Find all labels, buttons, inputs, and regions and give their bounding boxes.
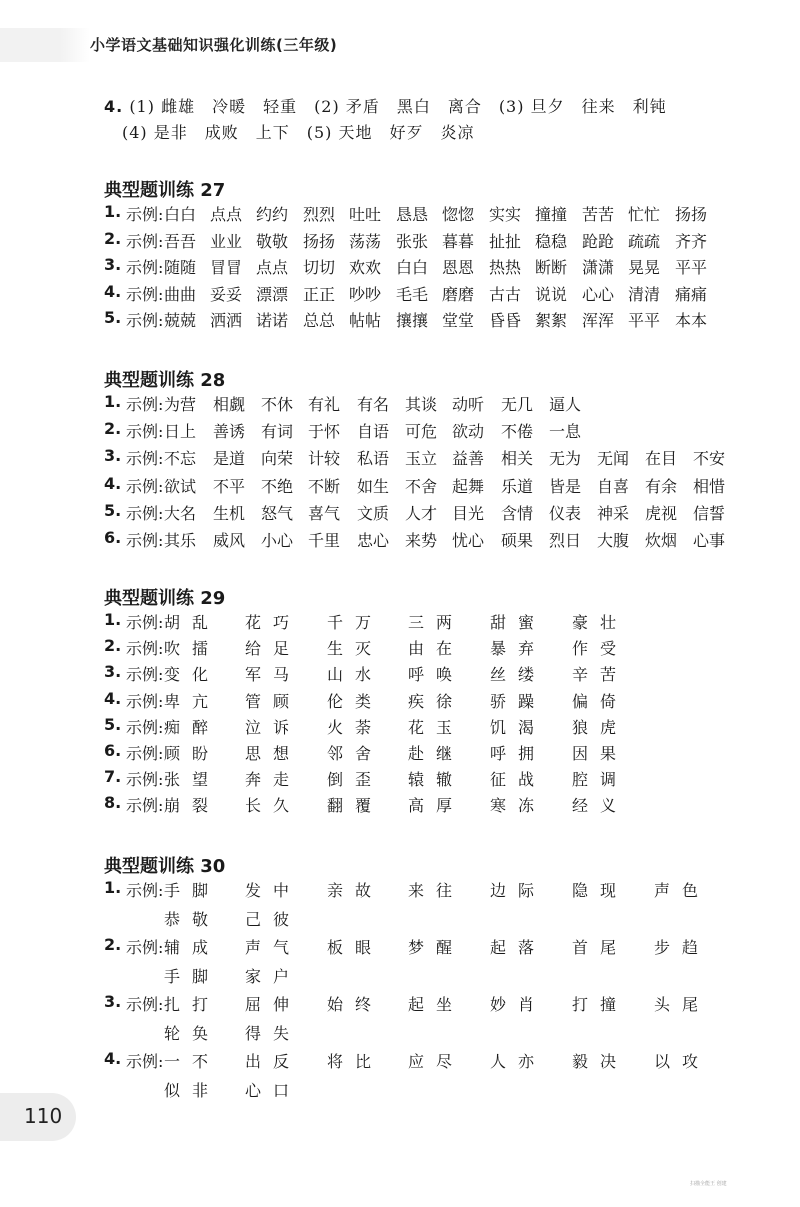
answer-cell: 轮奂 xyxy=(164,1023,221,1043)
answer-row xyxy=(104,255,744,279)
answer-cell: 倒歪 xyxy=(327,770,384,790)
row-prefix: 示例: xyxy=(126,422,164,442)
answer-cell: 思想 xyxy=(245,744,302,763)
running-header-title: 小学语文基础知识强化训练(三年级) xyxy=(90,36,338,54)
item-4-text-2: (4) 是非 成败 上下 (5) 天地 好歹 炎凉 xyxy=(122,123,475,142)
answer-cell: 无为 xyxy=(549,449,582,469)
row-prefix: 示例: xyxy=(126,881,164,900)
answer-cell: 辛苦 xyxy=(572,665,629,685)
row-prefix: 示例: xyxy=(126,995,164,1014)
answer-cell: 磨磨 xyxy=(442,284,475,304)
answer-row xyxy=(104,935,744,959)
answer-cell: 喜气 xyxy=(308,503,341,523)
answer-cell: 吐吐 xyxy=(349,205,382,224)
answer-row xyxy=(104,474,744,498)
answer-cell: 浑浑 xyxy=(582,311,615,330)
answer-cell: 忙忙 xyxy=(628,205,661,224)
answer-cell: 稳稳 xyxy=(535,231,568,251)
answer-cell: 点点 xyxy=(210,205,243,224)
row-number: 4. xyxy=(104,281,122,301)
answer-cell: 为营 xyxy=(164,395,197,414)
answer-row xyxy=(104,767,744,791)
answer-row xyxy=(104,308,744,332)
answer-cell: 硕果 xyxy=(501,531,534,550)
row-prefix: 示例: xyxy=(126,503,164,523)
answer-row xyxy=(104,1021,744,1045)
answer-cell: 梦醒 xyxy=(408,938,465,957)
answer-cell: 呼唤 xyxy=(408,665,465,685)
answer-cell: 自喜 xyxy=(597,476,630,496)
answer-cell: 屈伸 xyxy=(245,995,302,1014)
answer-cell: 崩裂 xyxy=(164,796,221,816)
answer-cell: 仪表 xyxy=(549,503,582,523)
answer-cell: 首尾 xyxy=(572,938,629,957)
answer-cell: 玉立 xyxy=(405,449,438,469)
answer-cell: 翻覆 xyxy=(327,796,384,816)
answer-cell: 含情 xyxy=(501,503,534,523)
answer-cell: 暴弃 xyxy=(490,639,547,659)
answer-cell: 经义 xyxy=(572,796,629,816)
answer-cell: 洒洒 xyxy=(210,311,243,330)
answer-cell: 家户 xyxy=(245,966,302,986)
answer-cell: 张张 xyxy=(396,231,429,251)
row-number: 5. xyxy=(104,714,122,734)
answer-cell: 偏倚 xyxy=(572,691,629,711)
answer-cell: 本本 xyxy=(675,311,708,330)
answer-row xyxy=(104,992,744,1016)
answer-cell: 如生 xyxy=(357,476,390,496)
answer-cell: 益善 xyxy=(452,449,485,469)
answer-cell: 小心 xyxy=(261,531,294,550)
answer-row xyxy=(104,392,744,416)
answer-cell: 妙肖 xyxy=(490,995,547,1014)
answer-cell: 心事 xyxy=(693,531,726,550)
row-prefix: 示例: xyxy=(126,1052,164,1071)
row-number: 5. xyxy=(104,500,122,520)
answer-cell: 邻舍 xyxy=(327,744,384,763)
answer-cell: 心口 xyxy=(245,1080,302,1100)
item-4-line-2 xyxy=(122,120,475,143)
answer-cell: 总总 xyxy=(303,311,336,330)
answer-cell: 昏昏 xyxy=(489,311,522,330)
answer-cell: 寒冻 xyxy=(490,796,547,816)
answer-cell: 骄躁 xyxy=(490,691,547,711)
answer-cell: 恳恳 xyxy=(396,205,429,224)
answer-row xyxy=(104,878,744,902)
answer-row xyxy=(104,1078,744,1102)
answer-cell: 板眼 xyxy=(327,938,384,957)
row-prefix: 示例: xyxy=(126,205,164,224)
answer-cell: 手脚 xyxy=(164,966,221,986)
answer-cell: 疏疏 xyxy=(628,231,661,251)
answer-cell: 自语 xyxy=(357,422,390,442)
answer-cell: 起落 xyxy=(490,938,547,957)
answer-cell: 怒气 xyxy=(261,503,294,523)
row-number: 3. xyxy=(104,662,122,682)
answer-cell: 实实 xyxy=(489,205,522,224)
answer-cell: 痛痛 xyxy=(675,284,708,304)
answer-cell: 潇潇 xyxy=(582,258,615,277)
answer-cell: 来势 xyxy=(405,531,438,550)
row-number: 4. xyxy=(104,473,122,493)
answer-cell: 荡荡 xyxy=(349,231,382,251)
answer-cell: 赴继 xyxy=(408,744,465,763)
answer-cell: 变化 xyxy=(164,665,221,685)
row-number: 2. xyxy=(104,935,122,954)
answer-cell: 泣诉 xyxy=(245,717,302,737)
answer-cell: 切切 xyxy=(303,258,336,277)
row-number: 1. xyxy=(104,610,122,629)
answer-cell: 断断 xyxy=(535,258,568,277)
row-number: 6. xyxy=(104,528,122,547)
answer-cell: 可危 xyxy=(405,422,438,442)
answer-cell: 大名 xyxy=(164,503,197,523)
row-prefix: 示例: xyxy=(126,691,164,711)
answer-cell: 随随 xyxy=(164,258,197,277)
answer-cell: 军马 xyxy=(245,665,302,685)
answer-cell: 烈日 xyxy=(549,531,582,550)
answer-cell: 一不 xyxy=(164,1052,221,1071)
answer-row xyxy=(104,229,744,253)
answer-cell: 目光 xyxy=(452,503,485,523)
answer-cell: 饥渴 xyxy=(490,717,547,737)
answer-cell: 毅决 xyxy=(572,1052,629,1071)
answer-cell: 不平 xyxy=(213,476,246,496)
row-number: 5. xyxy=(104,308,122,327)
item-4-line-1 xyxy=(104,94,667,117)
row-prefix: 示例: xyxy=(126,284,164,304)
row-prefix: 示例: xyxy=(126,796,164,816)
row-number: 4. xyxy=(104,1049,122,1068)
answer-cell: 计较 xyxy=(308,449,341,469)
answer-cell: 不绝 xyxy=(261,476,294,496)
answer-cell: 其乐 xyxy=(164,531,197,550)
answer-cell: 逼人 xyxy=(549,395,582,414)
answer-cell: 不断 xyxy=(308,476,341,496)
answer-cell: 有礼 xyxy=(308,395,341,414)
answer-cell: 威风 xyxy=(213,531,246,550)
answer-cell: 千里 xyxy=(308,531,341,550)
section-title: 典型题训练 27 xyxy=(104,180,226,201)
answer-cell: 欲试 xyxy=(164,476,197,496)
answer-cell: 在目 xyxy=(645,449,678,469)
answer-cell: 丝缕 xyxy=(490,665,547,685)
answer-cell: 发中 xyxy=(245,881,302,900)
answer-cell: 扬扬 xyxy=(675,205,708,224)
answer-cell: 帖帖 xyxy=(349,311,382,330)
answer-cell: 长久 xyxy=(245,796,302,816)
row-prefix: 示例: xyxy=(126,744,164,763)
answer-cell: 说说 xyxy=(535,284,568,304)
row-prefix: 示例: xyxy=(126,449,164,469)
answer-cell: 有余 xyxy=(645,476,678,496)
row-prefix: 示例: xyxy=(126,311,164,330)
row-number: 3. xyxy=(104,255,122,274)
answer-cell: 吾吾 xyxy=(164,231,197,251)
answer-cell: 向荣 xyxy=(261,449,294,469)
section-title: 典型题训练 29 xyxy=(104,588,226,609)
answer-cell: 有词 xyxy=(261,422,294,442)
answer-cell: 冒冒 xyxy=(210,258,243,277)
answer-cell: 大腹 xyxy=(597,531,630,550)
answer-cell: 亲故 xyxy=(327,881,384,900)
row-number: 8. xyxy=(104,793,122,813)
answer-cell: 齐齐 xyxy=(675,231,708,251)
answer-cell: 一息 xyxy=(549,422,582,442)
answer-cell: 扎打 xyxy=(164,995,221,1014)
answer-cell: 絮絮 xyxy=(535,311,568,330)
row-prefix: 示例: xyxy=(126,770,164,790)
answer-cell: 不休 xyxy=(261,395,294,414)
answer-row xyxy=(104,446,744,470)
answer-cell: 花巧 xyxy=(245,613,302,632)
row-prefix: 示例: xyxy=(126,258,164,277)
answer-cell: 白白 xyxy=(396,258,429,277)
answer-cell: 皆是 xyxy=(549,476,582,496)
scanner-watermark: 扫描全能王 创建 xyxy=(690,1181,727,1187)
answer-cell: 不倦 xyxy=(501,422,534,442)
answer-cell: 平平 xyxy=(628,311,661,330)
row-prefix: 示例: xyxy=(126,938,164,957)
row-number: 2. xyxy=(104,636,122,656)
answer-row xyxy=(104,282,744,306)
answer-cell: 人才 xyxy=(405,503,438,523)
answer-cell: 似非 xyxy=(164,1080,221,1100)
answer-cell: 惚惚 xyxy=(442,205,475,224)
answer-cell: 甜蜜 xyxy=(490,613,547,632)
answer-cell: 欲动 xyxy=(452,422,485,442)
answer-cell: 日上 xyxy=(164,422,197,442)
answer-cell: 由在 xyxy=(408,639,465,659)
row-prefix: 示例: xyxy=(126,717,164,737)
answer-cell: 卑亢 xyxy=(164,691,221,711)
answer-cell: 辅成 xyxy=(164,938,221,957)
answer-cell: 撞撞 xyxy=(535,205,568,224)
answer-cell: 步趋 xyxy=(654,938,711,957)
answer-cell: 辕辙 xyxy=(408,770,465,790)
row-prefix: 示例: xyxy=(126,531,164,550)
answer-cell: 作受 xyxy=(572,639,629,659)
answer-cell: 苦苦 xyxy=(582,205,615,224)
answer-cell: 伦类 xyxy=(327,691,384,711)
answer-cell: 约约 xyxy=(256,205,289,224)
row-number: 7. xyxy=(104,767,122,787)
answer-cell: 心心 xyxy=(582,284,615,304)
answer-cell: 跄跄 xyxy=(582,231,615,251)
answer-cell: 始终 xyxy=(327,995,384,1014)
answer-cell: 管顾 xyxy=(245,691,302,711)
answer-row xyxy=(104,528,744,552)
answer-cell: 热热 xyxy=(489,258,522,277)
row-prefix: 示例: xyxy=(126,395,164,414)
answer-cell: 暮暮 xyxy=(442,231,475,251)
answer-cell: 打撞 xyxy=(572,995,629,1014)
answer-cell: 三两 xyxy=(408,613,465,632)
answer-cell: 吹擂 xyxy=(164,639,221,659)
answer-cell: 晃晃 xyxy=(628,258,661,277)
answer-cell: 清清 xyxy=(628,284,661,304)
answer-cell: 头尾 xyxy=(654,995,711,1014)
answer-cell: 腔调 xyxy=(572,770,629,790)
answer-cell: 漂漂 xyxy=(256,284,289,304)
answer-cell: 虎视 xyxy=(645,503,678,523)
row-number: 6. xyxy=(104,741,122,760)
row-prefix: 示例: xyxy=(126,613,164,632)
row-prefix: 示例: xyxy=(126,639,164,659)
answer-cell: 动听 xyxy=(452,395,485,414)
answer-cell: 毛毛 xyxy=(396,284,429,304)
answer-cell: 烈烈 xyxy=(303,205,336,224)
answer-cell: 不忘 xyxy=(164,449,197,469)
answer-cell: 敬敬 xyxy=(256,231,289,251)
answer-row xyxy=(104,662,744,686)
answer-cell: 正正 xyxy=(303,284,336,304)
section-title: 典型题训练 28 xyxy=(104,370,226,391)
answer-cell: 忧心 xyxy=(452,531,485,550)
answer-row xyxy=(104,501,744,525)
answer-cell: 于怀 xyxy=(308,422,341,442)
answer-cell: 不舍 xyxy=(405,476,438,496)
answer-cell: 恭敬 xyxy=(164,909,221,929)
answer-cell: 张望 xyxy=(164,770,221,790)
answer-cell: 攘攘 xyxy=(396,311,429,330)
answer-cell: 边际 xyxy=(490,881,547,900)
answer-cell: 得失 xyxy=(245,1023,302,1043)
answer-cell: 花玉 xyxy=(408,717,465,737)
answer-cell: 诺诺 xyxy=(256,311,289,330)
answer-cell: 是道 xyxy=(213,449,246,469)
answer-cell: 应尽 xyxy=(408,1052,465,1071)
answer-row xyxy=(104,964,744,988)
row-prefix: 示例: xyxy=(126,665,164,685)
answer-cell: 私语 xyxy=(357,449,390,469)
answer-cell: 其谈 xyxy=(405,395,438,414)
row-prefix: 示例: xyxy=(126,476,164,496)
answer-cell: 呼拥 xyxy=(490,744,547,763)
answer-row xyxy=(104,715,744,739)
answer-cell: 山水 xyxy=(327,665,384,685)
item-4-text-1: (1) 雌雄 冷暖 轻重 (2) 矛盾 黑白 离合 (3) 旦夕 往来 利钝 xyxy=(129,97,667,116)
answer-cell: 妥妥 xyxy=(210,284,243,304)
answer-cell: 文质 xyxy=(357,503,390,523)
answer-cell: 有名 xyxy=(357,395,390,414)
answer-cell: 来往 xyxy=(408,881,465,900)
answer-cell: 奔走 xyxy=(245,770,302,790)
answer-cell: 扯扯 xyxy=(489,231,522,251)
answer-row xyxy=(104,202,744,226)
answer-row xyxy=(104,689,744,713)
answer-cell: 手脚 xyxy=(164,881,221,900)
answer-cell: 善诱 xyxy=(213,422,246,442)
section-title: 典型题训练 30 xyxy=(104,856,226,877)
answer-cell: 豪壮 xyxy=(572,613,629,632)
answer-cell: 欢欢 xyxy=(349,258,382,277)
answer-cell: 神采 xyxy=(597,503,630,523)
answer-cell: 生灭 xyxy=(327,639,384,659)
answer-cell: 相关 xyxy=(501,449,534,469)
row-number: 1. xyxy=(104,878,122,897)
item-4-number: 4. xyxy=(104,97,124,116)
answer-cell: 胡乱 xyxy=(164,613,221,632)
answer-cell: 曲曲 xyxy=(164,284,197,304)
row-number: 1. xyxy=(104,202,122,221)
answer-row xyxy=(104,419,744,443)
answer-row xyxy=(104,793,744,817)
answer-cell: 兢兢 xyxy=(164,311,197,330)
answer-cell: 己彼 xyxy=(245,909,302,929)
answer-cell: 白白 xyxy=(164,205,197,224)
answer-cell: 声气 xyxy=(245,938,302,957)
answer-cell: 千万 xyxy=(327,613,384,632)
answer-cell: 吵吵 xyxy=(349,284,382,304)
answer-cell: 扬扬 xyxy=(303,231,336,251)
answer-row xyxy=(104,636,744,660)
answer-cell: 征战 xyxy=(490,770,547,790)
answer-cell: 相惜 xyxy=(693,476,726,496)
answer-cell: 隐现 xyxy=(572,881,629,900)
answer-cell: 信誓 xyxy=(693,503,726,523)
answer-cell: 堂堂 xyxy=(442,311,475,330)
answer-cell: 狼虎 xyxy=(572,717,629,737)
answer-row xyxy=(104,741,744,765)
answer-cell: 恩恩 xyxy=(442,258,475,277)
answer-cell: 生机 xyxy=(213,503,246,523)
answer-cell: 疾徐 xyxy=(408,691,465,711)
answer-cell: 高厚 xyxy=(408,796,465,816)
answer-cell: 无几 xyxy=(501,395,534,414)
answer-cell: 不安 xyxy=(693,449,726,469)
answer-cell: 给足 xyxy=(245,639,302,659)
answer-cell: 乐道 xyxy=(501,476,534,496)
answer-cell: 人亦 xyxy=(490,1052,547,1071)
row-number: 4. xyxy=(104,688,122,708)
answer-cell: 古古 xyxy=(489,284,522,304)
answer-row xyxy=(104,1049,744,1073)
answer-cell: 将比 xyxy=(327,1052,384,1071)
answer-row xyxy=(104,610,744,634)
answer-cell: 无闻 xyxy=(597,449,630,469)
row-number: 3. xyxy=(104,446,122,466)
answer-cell: 因果 xyxy=(572,744,629,763)
answer-row xyxy=(104,907,744,931)
answer-cell: 业业 xyxy=(210,231,243,251)
answer-cell: 出反 xyxy=(245,1052,302,1071)
answer-cell: 痴醉 xyxy=(164,717,221,737)
answer-cell: 起舞 xyxy=(452,476,485,496)
page-number: 110 xyxy=(24,1104,63,1128)
answer-cell: 平平 xyxy=(675,258,708,277)
answer-cell: 起坐 xyxy=(408,995,465,1014)
row-number: 2. xyxy=(104,419,122,439)
answer-cell: 相觑 xyxy=(213,395,246,414)
answer-cell: 火荼 xyxy=(327,717,384,737)
answer-cell: 忠心 xyxy=(357,531,390,550)
answer-cell: 顾盼 xyxy=(164,744,221,763)
row-number: 3. xyxy=(104,992,122,1011)
row-prefix: 示例: xyxy=(126,231,164,251)
answer-cell: 点点 xyxy=(256,258,289,277)
answer-cell: 声色 xyxy=(654,881,711,900)
answer-cell: 以攻 xyxy=(654,1052,711,1071)
answer-cell: 炊烟 xyxy=(645,531,678,550)
row-number: 1. xyxy=(104,392,122,411)
row-number: 2. xyxy=(104,228,122,248)
